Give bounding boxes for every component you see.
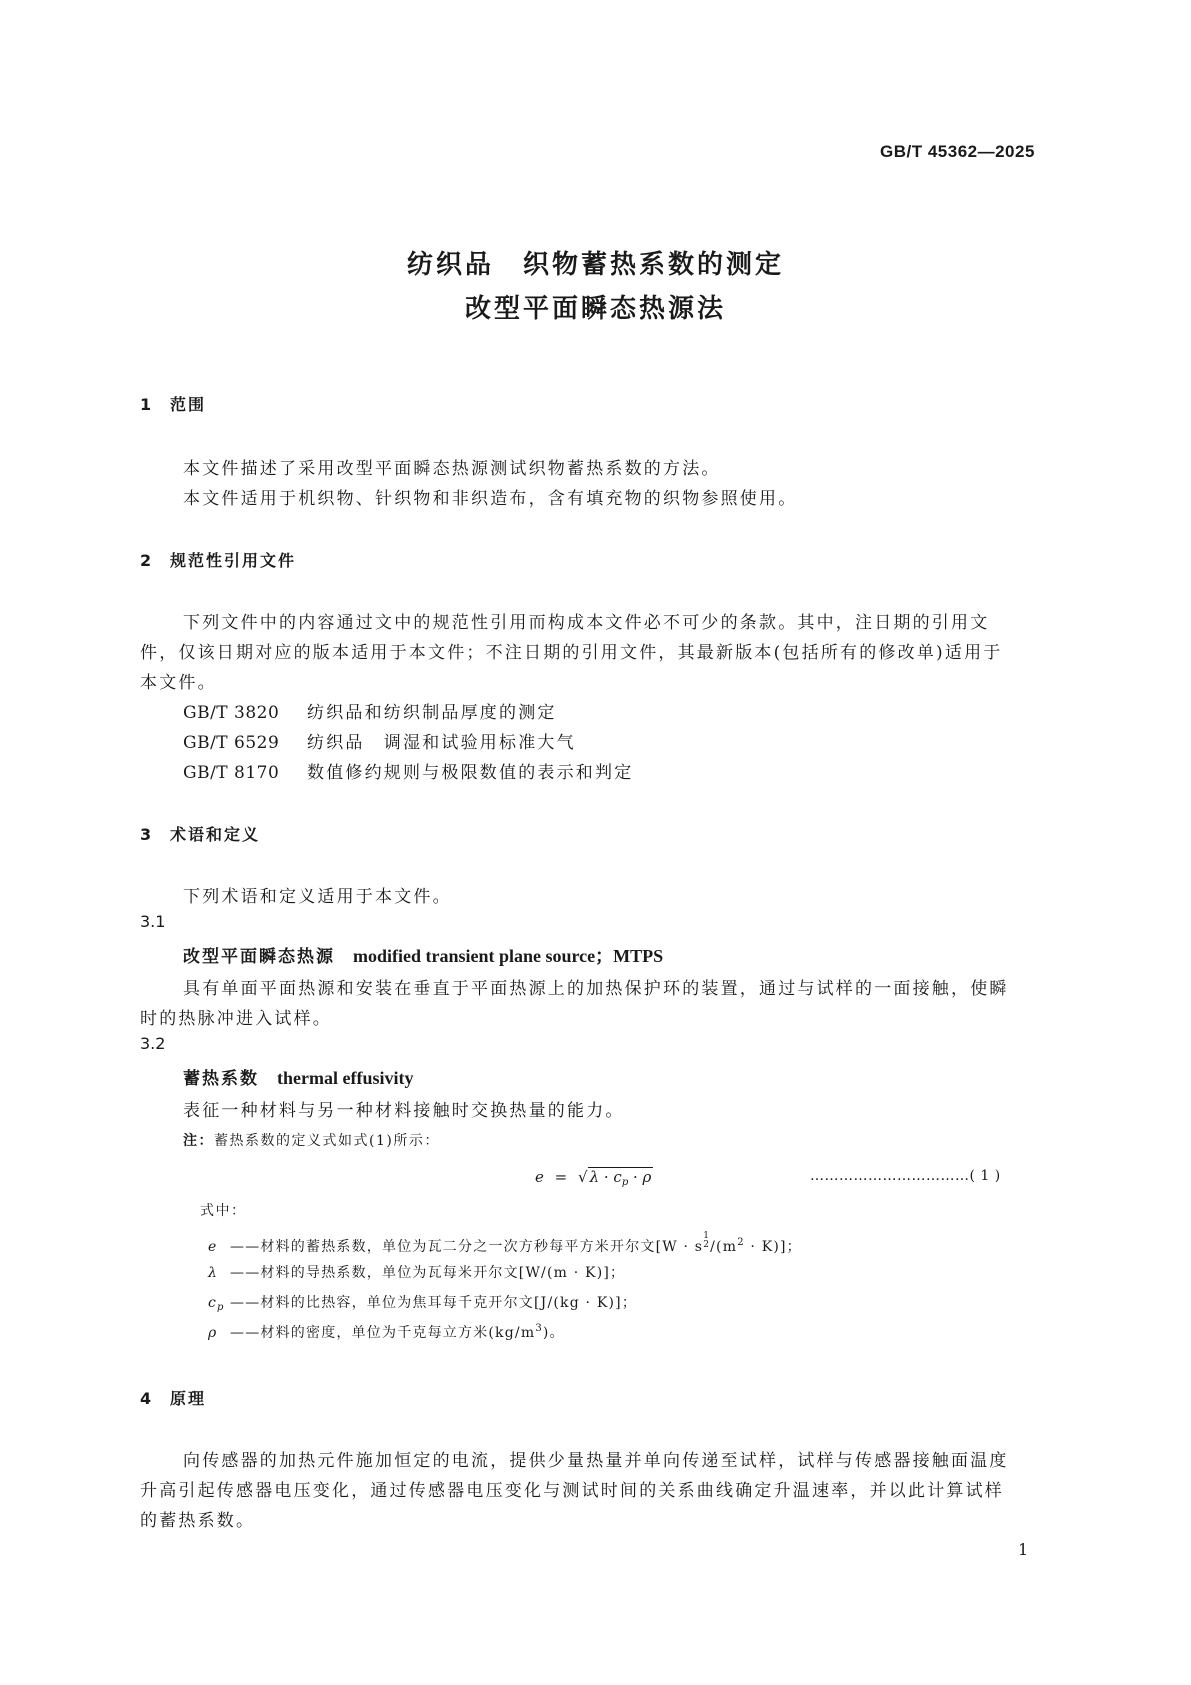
reference-code: GB/T 6529 — [183, 733, 280, 753]
superscript: 3 — [535, 1323, 543, 1334]
section-number: 4 — [140, 1389, 154, 1408]
paragraph-line: 下列文件中的内容通过文中的规范性引用而构成本文件必不可少的条款。其中，注日期的引用文 — [183, 613, 990, 633]
term-en: modified transient plane source；MTPS — [353, 946, 664, 966]
section-4-heading — [140, 1386, 206, 1409]
formula-lhs: e — [535, 1168, 544, 1186]
normative-reference — [183, 758, 633, 783]
paragraph-line: 的蓄热系数。 — [140, 1511, 256, 1531]
fraction-denominator: 2 — [703, 1240, 711, 1250]
normative-reference — [183, 728, 576, 753]
paragraph: 本文件适用于机织物、针织物和非织造布，含有填充物的织物参照使用。 — [183, 489, 798, 509]
symbol: e — [208, 1239, 218, 1255]
definition-line: 表征一种材料与另一种材料接触时交换热量的能力。 — [183, 1101, 625, 1121]
section-2-heading — [140, 548, 296, 571]
section-1-heading — [140, 392, 206, 415]
radicand-part-b: · ρ — [628, 1168, 652, 1186]
reference-code: GB/T 8170 — [183, 763, 280, 783]
section-3-heading — [140, 822, 260, 845]
symbol-text: ——材料的蓄热系数，单位为瓦二分之一次方秒每平方米开尔文[W · s — [230, 1239, 704, 1255]
radicand-subscript: p — [621, 1177, 629, 1188]
symbol-definition — [208, 1322, 565, 1342]
symbol-base: c — [208, 1295, 218, 1311]
radicand-part-a: λ · c — [589, 1168, 622, 1186]
paragraph-line: 本文件。 — [140, 673, 217, 693]
section-title: 范围 — [170, 395, 207, 414]
term-en: thermal effusivity — [277, 1068, 414, 1088]
symbol-subscript: p — [217, 1302, 225, 1313]
superscript: 2 — [737, 1237, 745, 1248]
reference-code: GB/T 3820 — [183, 703, 280, 723]
symbol-definition — [208, 1232, 802, 1256]
note-label: 注： — [183, 1133, 214, 1149]
section-title: 规范性引用文件 — [170, 551, 297, 570]
paragraph-line: 件，仅该日期对应的版本适用于本文件；不注日期的引用文件，其最新版本(包括所有的修改单)适用于 — [140, 643, 1003, 663]
symbol-definition — [208, 1292, 637, 1313]
formula-1 — [535, 1168, 653, 1188]
symbol-definition — [208, 1262, 625, 1282]
term-entry — [183, 942, 663, 968]
term-zh: 蓄热系数 — [183, 1069, 259, 1089]
formula-leader: …………………………… — [810, 1168, 970, 1184]
note — [183, 1130, 440, 1150]
normative-reference — [183, 698, 557, 723]
paragraph-line: 向传感器的加热元件施加恒定的电流，提供少量热量并单向传递至试样，试样与传感器接触面温度 — [183, 1451, 1009, 1471]
symbol — [208, 1295, 230, 1313]
reference-title: 纺织品和纺织制品厚度的测定 — [307, 703, 557, 723]
symbol: ρ — [208, 1325, 218, 1341]
term-entry — [183, 1064, 413, 1089]
definition-line: 具有单面平面热源和安装在垂直于平面热源上的加热保护环的装置，通过与试样的一面接触，使瞬 — [183, 979, 1009, 999]
document-title-line-2: 改型平面瞬态热源法 — [464, 294, 726, 324]
symbol-text-cont: /(m — [710, 1239, 738, 1255]
paragraph: 本文件描述了采用改型平面瞬态热源测试织物蓄热系数的方法。 — [183, 459, 721, 479]
section-number: 3 — [140, 825, 154, 844]
formula-number — [810, 1168, 1001, 1184]
reference-title: 纺织品 调湿和试验用标准大气 — [307, 733, 576, 753]
clause-number: 3.2 — [140, 1034, 166, 1053]
definition-line: 时的热脉冲进入试样。 — [140, 1009, 332, 1029]
paragraph-line: 升高引起传感器电压变化，通过传感器电压变化与测试时间的关系曲线确定升温速率，并以此计算试样 — [140, 1481, 1004, 1501]
paragraph: 下列术语和定义适用于本文件。 — [183, 887, 452, 907]
sqrt-icon: √ — [578, 1168, 588, 1186]
section-title: 术语和定义 — [170, 825, 261, 844]
reference-title: 数值修约规则与极限数值的表示和判定 — [307, 763, 634, 783]
section-number: 1 — [140, 395, 154, 414]
formula-radicand — [588, 1167, 654, 1186]
symbol-text: ——材料的密度，单位为千克每立方米(kg/m — [230, 1325, 536, 1341]
formula-number-label: ( 1 ) — [969, 1168, 1001, 1184]
section-title: 原理 — [170, 1389, 207, 1408]
where-label: 式中： — [200, 1203, 247, 1219]
document-title-line-1: 纺织品 织物蓄热系数的测定 — [406, 250, 784, 280]
symbol-text: ——材料的导热系数，单位为瓦每米开尔文[W/(m · K)]； — [230, 1265, 626, 1281]
symbol-text-end: · K)]； — [744, 1239, 802, 1255]
fraction-numerator: 1 — [703, 1231, 711, 1241]
term-zh: 改型平面瞬态热源 — [183, 947, 335, 967]
clause-number: 3.1 — [140, 912, 166, 931]
formula-equals: = — [554, 1168, 568, 1186]
note-text: 蓄热系数的定义式如式(1)所示： — [214, 1133, 440, 1149]
symbol-text: ——材料的比热容，单位为焦耳每千克开尔文[J/(kg · K)]； — [230, 1295, 638, 1311]
symbol-text-end: )。 — [542, 1325, 565, 1341]
standard-number: GB/T 45362—2025 — [880, 142, 1035, 161]
symbol: λ — [208, 1265, 219, 1281]
page-number: 1 — [1018, 1540, 1029, 1559]
section-number: 2 — [140, 551, 154, 570]
